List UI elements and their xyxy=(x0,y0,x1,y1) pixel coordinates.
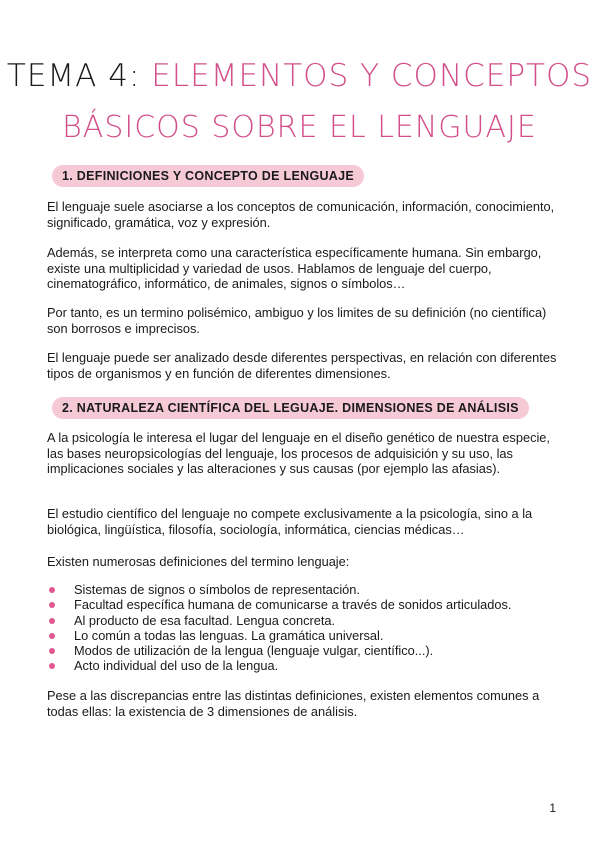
list-item xyxy=(47,628,557,643)
list-item xyxy=(47,582,557,597)
page-title xyxy=(0,58,599,94)
list-item xyxy=(47,658,557,673)
list-item-text: Al producto de esa facultad. Lengua concreta. xyxy=(74,612,336,628)
list-item-text: Facultad específica humana de comunicarse a través de sonidos articulados. xyxy=(74,597,512,613)
bullet-dot-icon xyxy=(49,648,55,654)
list-item-text: Modos de utilización de la lengua (lenguaje vulgar, científico...). xyxy=(74,643,434,659)
paragraph-3: Por tanto, es un termino polisémico, ambiguo y los limites de su definición (no científica) son borrosos e imprecisos. xyxy=(47,305,547,336)
bullet-dot-icon xyxy=(49,663,55,669)
paragraph-5: A la psicología le interesa el lugar del lenguaje en el diseño genético de nuestra especie, las bases neuropsicologías del lenguaje, los procesos de adquisición y su uso, las implicaciones sociales y las alteraciones y sus causas (por ejemplo las afasias). xyxy=(47,430,550,477)
definitions-list xyxy=(47,582,557,674)
list-item xyxy=(47,613,557,628)
title-main: ELEMENTOS Y CONCEPTOS xyxy=(151,58,593,94)
list-item-text: Acto individual del uso de la lengua. xyxy=(74,658,279,674)
page-number: 1 xyxy=(549,801,556,815)
paragraph-2: Además, se interpreta como una característica específicamente humana. Sin embargo, existe una multiplicidad y variedad de usos. Hablamos de lenguaje del cuerpo, cinematográfico, informático, de animales, signos o símbolos… xyxy=(47,245,542,292)
list-item xyxy=(47,643,557,658)
bullet-dot-icon xyxy=(49,618,55,624)
list-item xyxy=(47,597,557,612)
paragraph-6: El estudio científico del lenguaje no compete exclusivamente a la psicología, sino a la biológica, lingüística, filosofía, sociología, informática, ciencias médicas… xyxy=(47,506,533,537)
list-item-text: Lo común a todas las lenguas. La gramática universal. xyxy=(74,627,384,643)
bullet-dot-icon xyxy=(49,587,55,593)
paragraph-4: El lenguaje puede ser analizado desde diferentes perspectivas, en relación con diferentes tipos de organismos y en función de diferentes dimensiones. xyxy=(47,350,557,381)
paragraph-1: El lenguaje suele asociarse a los conceptos de comunicación, información, conocimiento, significado, gramática, voz y expresión. xyxy=(47,199,555,230)
list-item-text: Sistemas de signos o símbolos de representación. xyxy=(74,582,360,597)
paragraph-7: Existen numerosas definiciones del termino lenguaje: xyxy=(47,554,350,569)
section-heading-1: 1. DEFINICIONES Y CONCEPTO DE LENGUAJE xyxy=(52,165,364,187)
title-prefix: TEMA 4: xyxy=(6,58,152,94)
bullet-dot-icon xyxy=(49,602,55,608)
section-heading-2: 2. NATURALEZA CIENTÍFICA DEL LEGUAJE. DIMENSIONES DE ANÁLISIS xyxy=(52,397,529,419)
page-title-line2: BÁSICOS SOBRE EL LENGUAJE xyxy=(62,110,537,145)
bullet-dot-icon xyxy=(49,633,55,639)
paragraph-8: Pese a las discrepancias entre las distintas definiciones, existen elementos comunes a todas ellas: la existencia de 3 dimensiones de análisis. xyxy=(47,688,540,719)
